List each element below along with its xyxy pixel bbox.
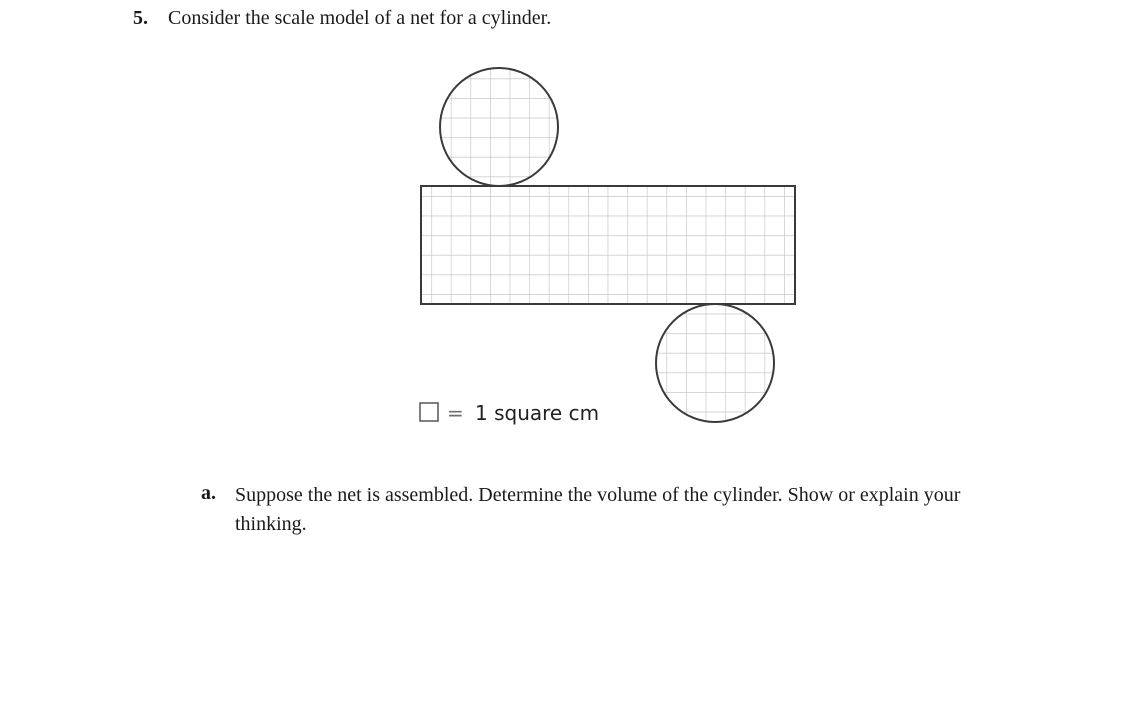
lateral-surface-rectangle [421,186,795,304]
top-base-circle [439,67,559,187]
legend-equals: = [447,401,464,425]
unit-square-icon [420,403,438,421]
legend-label: 1 square cm [475,401,600,425]
bottom-base-circle [655,303,775,423]
scale-legend [420,401,599,425]
part-a-label: a. [201,482,216,504]
question-number: 5. [133,7,148,29]
question-prompt: Consider the scale model of a net for a cylinder. [168,7,552,29]
part-a-text: Suppose the net is assembled. Determine the volume of the cylinder. Show or explain your thinking. [235,484,961,535]
